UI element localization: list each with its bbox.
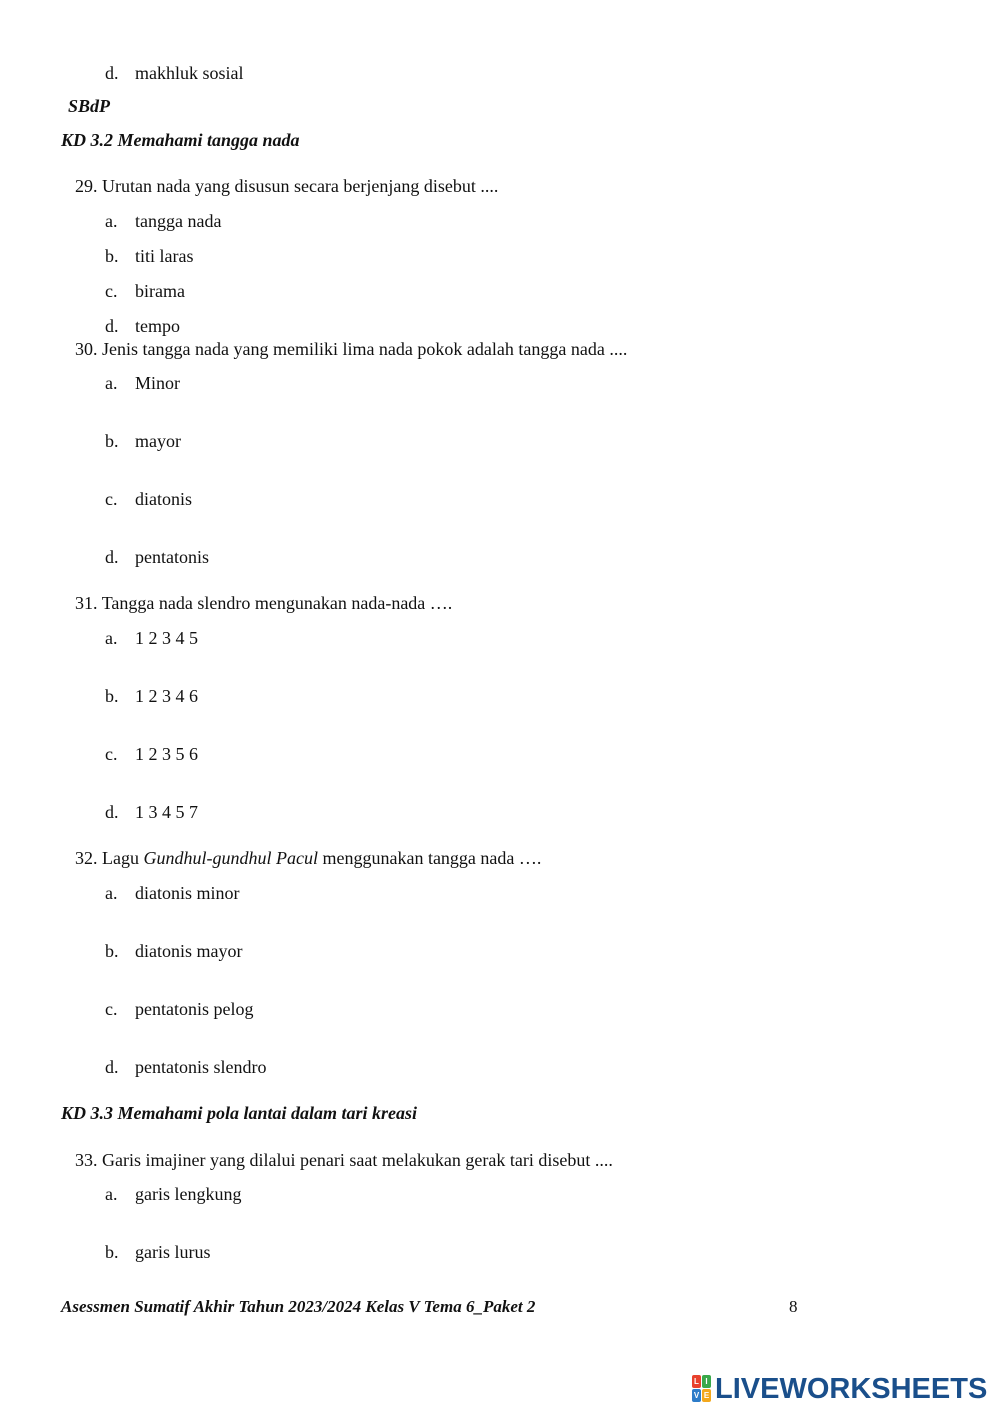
liveworksheets-logo[interactable] [692, 1372, 987, 1406]
option-letter: b. [105, 686, 119, 706]
option-text: diatonis minor [135, 883, 240, 903]
option-text: Minor [135, 373, 180, 393]
option-letter: a. [105, 883, 118, 903]
option-text: 1 3 4 5 7 [135, 802, 198, 822]
logo-mark-letter: E [703, 1391, 710, 1400]
page-number: 8 [789, 1297, 798, 1316]
question-number: 29. Urutan nada yang disusun secara berjenjang disebut .... [75, 176, 499, 196]
option-letter: a. [105, 628, 118, 648]
footer-title: Asessmen Sumatif Akhir Tahun 2023/2024 Kelas V Tema 6_Paket 2 [61, 1297, 536, 1316]
option-letter: a. [105, 211, 118, 231]
option-letter: c. [105, 744, 118, 764]
option-letter: b. [105, 431, 119, 451]
question-number: 30. Jenis tangga nada yang memiliki lima nada pokok adalah tangga nada .... [75, 339, 628, 359]
option-letter: d. [105, 802, 119, 822]
question-stem: Tangga nada slendro mengunakan nada-nada …. [101, 593, 453, 613]
option-text: titi laras [135, 246, 194, 266]
liveworksheets-wordmark: LIVEWORKSHEETS [715, 1372, 988, 1405]
option-letter: c. [105, 281, 118, 301]
option-text: pentatonis pelog [135, 999, 254, 1019]
option-letter: b. [105, 1242, 119, 1262]
option-text: birama [135, 281, 185, 301]
question-number: 31. Tangga nada slendro mengunakan nada-nada …. [75, 593, 453, 613]
question-stem: Urutan nada yang disusun secara berjenjang disebut .... [102, 176, 499, 196]
option-letter: c. [105, 489, 118, 509]
option-letter: d. [105, 1057, 119, 1077]
option-text: 1 2 3 5 6 [135, 744, 198, 764]
option-letter: d. [105, 316, 119, 336]
option-text: mayor [135, 431, 181, 451]
prev-option-letter: d. [105, 63, 119, 83]
question-stem: Jenis tangga nada yang memiliki lima nada pokok adalah tangga nada .... [102, 339, 628, 359]
song-title: Gundhul-gundhul Pacul [143, 848, 318, 868]
option-text: 1 2 3 4 5 [135, 628, 198, 648]
option-text: pentatonis [135, 547, 209, 567]
kd-32-heading: KD 3.2 Memahami tangga nada [61, 130, 300, 150]
option-letter: b. [105, 246, 119, 266]
subject-heading: SBdP [68, 96, 111, 116]
logo-mark-letter: V [693, 1391, 700, 1400]
option-text: garis lengkung [135, 1184, 242, 1204]
prev-option-text: makhluk sosial [135, 63, 244, 83]
option-letter: b. [105, 941, 119, 961]
question-stem-before: Lagu [102, 848, 144, 868]
kd-33-heading: KD 3.3 Memahami pola lantai dalam tari kreasi [61, 1103, 418, 1123]
logo-mark-letter: L [692, 1375, 701, 1388]
liveworksheets-logo-icon [692, 1375, 712, 1403]
option-text: diatonis mayor [135, 941, 243, 961]
question-number: 33. Garis imajiner yang dilalui penari saat melakukan gerak tari disebut .... [75, 1150, 613, 1170]
option-letter: d. [105, 547, 119, 567]
question-stem: Garis imajiner yang dilalui penari saat melakukan gerak tari disebut .... [102, 1150, 613, 1170]
option-text: 1 2 3 4 6 [135, 686, 198, 706]
option-text: garis lurus [135, 1242, 211, 1262]
option-letter: a. [105, 1184, 118, 1204]
option-letter: c. [105, 999, 118, 1019]
option-text: diatonis [135, 489, 192, 509]
question-stem-after: menggunakan tangga nada …. [317, 848, 542, 868]
option-text: tempo [135, 316, 180, 336]
option-text: tangga nada [135, 211, 222, 231]
option-text: pentatonis slendro [135, 1057, 267, 1077]
question-number: 32. Lagu Gundhul-gundhul Pacul menggunakan tangga nada …. [75, 848, 542, 868]
logo-mark-letter: I [702, 1375, 711, 1388]
option-letter: a. [105, 373, 118, 393]
